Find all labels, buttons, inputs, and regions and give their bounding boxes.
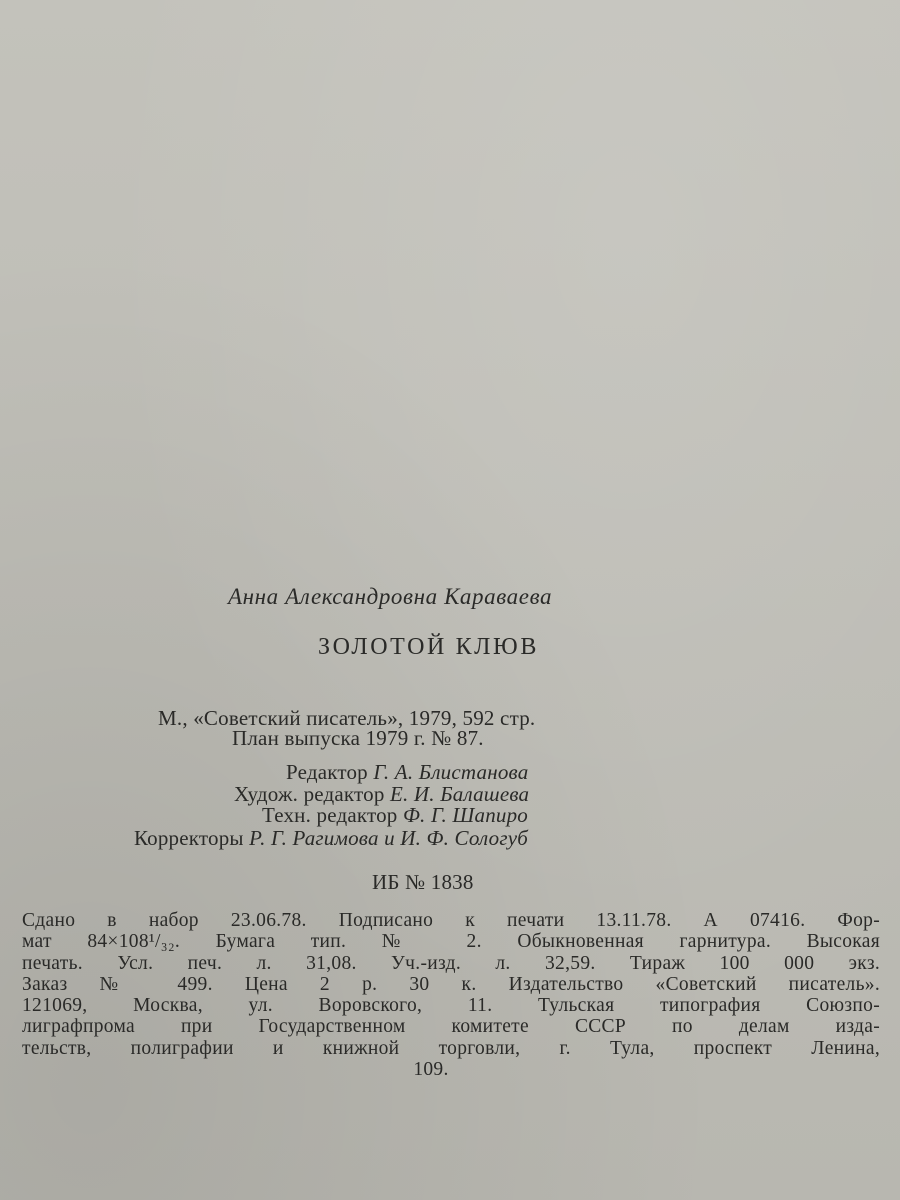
imprint-block bbox=[22, 910, 880, 1080]
credit-role: Худож. редактор bbox=[234, 782, 385, 806]
release-plan-line: План выпуска 1979 г. № 87. bbox=[232, 726, 484, 750]
credit-role: Техн. редактор bbox=[262, 803, 398, 827]
imprint-line: мат 84×108¹/₃₂. Бумага тип. № 2. Обыкновенная гарнитура. Высокая bbox=[22, 931, 880, 953]
credit-proofreaders bbox=[134, 826, 528, 851]
credit-tech-editor bbox=[262, 803, 528, 828]
imprint-line: печать. Усл. печ. л. 31,08. Уч.-изд. л. 32,59. Тираж 100 000 экз. bbox=[22, 952, 880, 974]
publication-info-line: М., «Советский писатель», 1979, 592 стр. bbox=[158, 706, 536, 730]
imprint-line: Заказ № 499. Цена 2 р. 30 к. Издательство «Советский писатель». bbox=[22, 973, 880, 995]
imprint-line: лиграфпрома при Государственном комитете СССР по делам изда- bbox=[22, 1016, 880, 1038]
book-title: ЗОЛОТОЙ КЛЮВ bbox=[318, 634, 539, 660]
credit-role: Корректоры bbox=[134, 826, 244, 850]
credit-person: Е. И. Балашева bbox=[390, 782, 530, 806]
credit-role: Редактор bbox=[286, 760, 368, 784]
author-name: Анна Александровна Караваева bbox=[228, 584, 553, 609]
credit-person: Ф. Г. Шапиро bbox=[402, 803, 529, 827]
imprint-line: 121069, Москва, ул. Воровского, 11. Тульская типография Союзпо- bbox=[22, 995, 880, 1017]
imprint-line: Сдано в набор 23.06.78. Подписано к печати 13.11.78. А 07416. Фор- bbox=[22, 910, 880, 931]
imprint-line: 109. bbox=[413, 1059, 449, 1081]
credit-person: Г. А. Блистанова bbox=[373, 760, 529, 784]
imprint-line: тельств, полиграфии и книжной торговли, г. Тула, проспект Ленина, bbox=[22, 1037, 880, 1059]
ib-number: ИБ № 1838 bbox=[372, 870, 474, 894]
credit-person: Р. Г. Рагимова и И. Ф. Сологуб bbox=[249, 826, 529, 850]
